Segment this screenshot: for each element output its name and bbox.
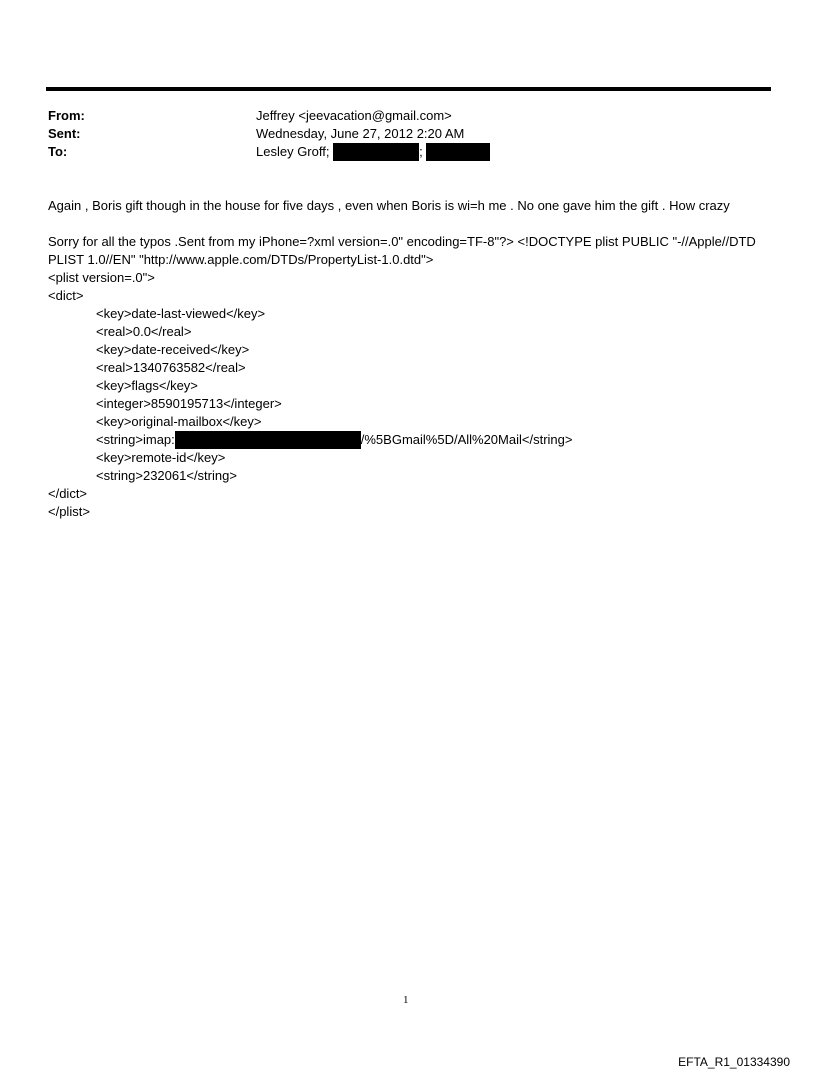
page-number: 1 — [403, 994, 409, 1006]
body-line: <real>0.0</real> — [96, 324, 192, 339]
body-paragraph: Again , Boris gift though in the house for five days , even when Boris is wi=h me . No one gave him the gift . How crazy — [48, 198, 730, 213]
document-id: EFTA_R1_01334390 — [678, 1055, 790, 1069]
sent-value: Wednesday, June 27, 2012 2:20 AM — [256, 126, 465, 141]
to-value: Lesley Groff; — [256, 144, 330, 159]
body-line: PLIST 1.0//EN" "http://www.apple.com/DTDs/PropertyList-1.0.dtd"> — [48, 252, 434, 267]
redaction-box — [426, 143, 490, 161]
body-line: <dict> — [48, 288, 84, 303]
imap-prefix: <string>imap: — [96, 432, 175, 447]
to-value-group — [256, 143, 490, 161]
sent-row — [48, 125, 768, 143]
body-line-redacted — [48, 431, 778, 449]
redaction-box — [175, 431, 361, 449]
body-line: <key>remote-id</key> — [96, 450, 226, 465]
body-line: <key>date-received</key> — [96, 342, 250, 357]
body-line: <string>232061</string> — [96, 468, 237, 483]
to-label: To: — [48, 144, 68, 159]
body-line: <integer>8590195713</integer> — [96, 396, 282, 411]
body-line: <key>date-last-viewed</key> — [96, 306, 266, 321]
header-divider — [46, 87, 771, 91]
body-line: <real>1340763582</real> — [96, 360, 246, 375]
to-row — [48, 143, 768, 161]
body-line: <key>original-mailbox</key> — [96, 414, 262, 429]
body-line: <key>flags</key> — [96, 378, 198, 393]
body-line: </plist> — [48, 504, 90, 519]
from-label: From: — [48, 108, 85, 123]
paragraph-gap — [48, 215, 778, 233]
sent-label: Sent: — [48, 126, 81, 141]
imap-suffix: /%5BGmail%5D/All%20Mail</string> — [360, 432, 573, 447]
body-line: <plist version=.0"> — [48, 270, 155, 285]
email-header — [48, 107, 768, 161]
body-line: Sorry for all the typos .Sent from my iPhone=?xml version=.0" encoding=TF-8"?> <!DOCTYPE plist PUBLIC "-//Apple//DTD — [48, 234, 756, 249]
from-row — [48, 107, 768, 125]
to-separator: ; — [419, 144, 423, 159]
from-value: Jeffrey <jeevacation@gmail.com> — [256, 108, 452, 123]
email-body — [48, 197, 778, 521]
body-line: </dict> — [48, 486, 88, 501]
redaction-box — [333, 143, 419, 161]
